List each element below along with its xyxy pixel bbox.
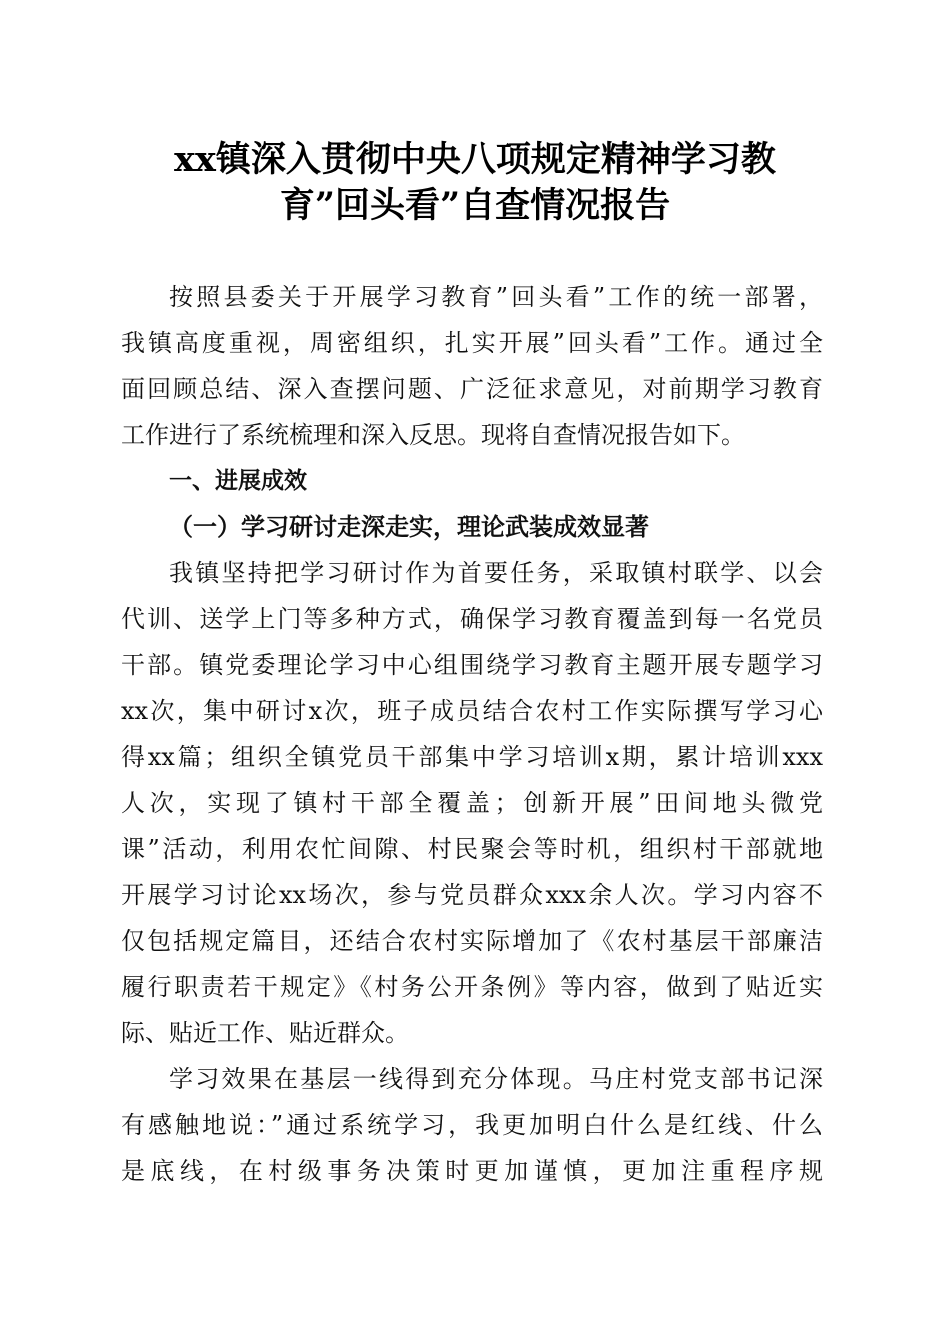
paragraph-line: 有感触地说：”通过系统学习，我更加明白什么是红线、什么 <box>121 1111 823 1139</box>
intro-line: 面回顾总结、深入查摆问题、广泛征求意见，对前期学习教育 <box>121 375 823 403</box>
intro-line: 我镇高度重视，周密组织，扎实开展”回头看”工作。通过全 <box>121 329 823 357</box>
document-title-line-1: xx镇深入贯彻中央八项规定精神学习教 <box>174 139 776 180</box>
paragraph-line: 学习效果在基层一线得到充分体现。马庄村党支部书记深 <box>169 1065 823 1093</box>
intro-line: 按照县委关于开展学习教育”回头看”工作的统一部署， <box>169 283 823 311</box>
paragraph-line: 履行职责若干规定》《村务公开条例》等内容，做到了贴近实 <box>121 973 823 1001</box>
subsection-heading: （一）学习研讨走深走实，理论武装成效显著 <box>169 512 649 541</box>
paragraph-line: 得xx篇；组织全镇党员干部集中学习培训x期，累计培训xxx <box>121 743 823 771</box>
paragraph-line: 人次，实现了镇村干部全覆盖；创新开展”田间地头微党 <box>121 789 823 817</box>
paragraph-line: 课”活动，利用农忙间隙、村民聚会等时机，组织村干部就地 <box>121 835 823 863</box>
document-title-line-2: 育”回头看”自查情况报告 <box>279 185 671 226</box>
paragraph-line: 我镇坚持把学习研讨作为首要任务，采取镇村联学、以会 <box>169 559 823 587</box>
paragraph-line: 开展学习讨论xx场次，参与党员群众xxx余人次。学习内容不 <box>121 881 823 909</box>
paragraph-line: xx次，集中研讨x次，班子成员结合农村工作实际撰写学习心 <box>121 697 823 725</box>
paragraph-line: 代训、送学上门等多种方式，确保学习教育覆盖到每一名党员 <box>121 605 823 633</box>
intro-line: 工作进行了系统梳理和深入反思。现将自查情况报告如下。 <box>121 421 745 449</box>
paragraph-line: 际、贴近工作、贴近群众。 <box>121 1019 409 1047</box>
section-heading: 一、进展成效 <box>169 468 307 494</box>
paragraph-line: 仅包括规定篇目，还结合农村实际增加了《农村基层干部廉洁 <box>121 927 823 955</box>
paragraph-line: 是底线，在村级事务决策时更加谨慎，更加注重程序规 <box>121 1157 823 1185</box>
paragraph-line: 干部。镇党委理论学习中心组围绕学习教育主题开展专题学习 <box>121 651 823 679</box>
